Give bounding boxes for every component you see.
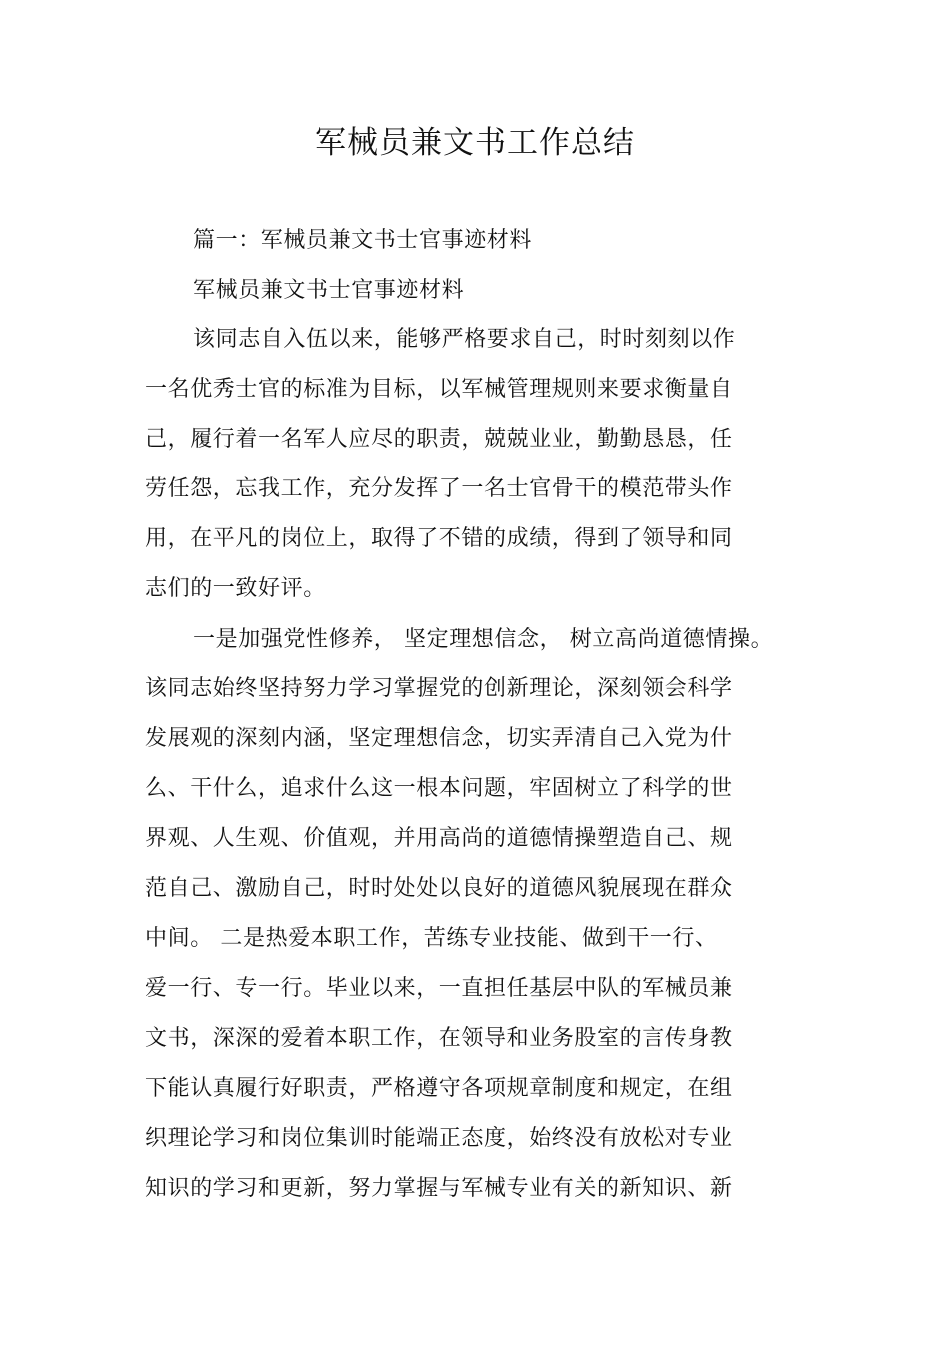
paragraph-line: 下能认真履行好职责，严格遵守各项规章制度和规定，在组 — [145, 1076, 733, 1101]
paragraph-line: 范自己、激励自己，时时处处以良好的道德风貌展现在群众 — [145, 876, 733, 901]
paragraph-line: 发展观的深刻内涵，坚定理想信念，切实弄清自己入党为什 — [145, 726, 733, 751]
paragraph-line: 中间。 二是热爱本职工作，苦练专业技能、做到干一行、 — [145, 926, 718, 951]
paragraph-line: 用，在平凡的岗位上，取得了不错的成绩，得到了领导和同 — [145, 526, 733, 551]
paragraph-line: 界观、人生观、价值观，并用高尚的道德情操塑造自己、规 — [145, 826, 733, 851]
paragraph-line: 劳任怨，忘我工作，充分发挥了一名士官骨干的模范带头作 — [145, 476, 733, 501]
paragraph-line: 该同志始终坚持努力学习掌握党的创新理论，深刻领会科学 — [145, 676, 733, 701]
paragraph-line: 一是加强党性修养， 坚定理想信念， 树立高尚道德情操。 — [193, 627, 774, 652]
paragraph-line: 该同志自入伍以来，能够严格要求自己，时时刻刻以作 — [193, 327, 736, 352]
paragraph-line: 织理论学习和岗位集训时能端正态度，始终没有放松对专业 — [145, 1126, 733, 1151]
subheading: 军械员兼文书士官事迹材料 — [193, 278, 465, 303]
paragraph-line: 一名优秀士官的标准为目标，以军械管理规则来要求衡量自 — [145, 377, 733, 402]
section-heading: 篇一：军械员兼文书士官事迹材料 — [193, 228, 533, 253]
document-title: 军械员兼文书工作总结 — [315, 125, 635, 161]
paragraph-line: 知识的学习和更新，努力掌握与军械专业有关的新知识、新 — [145, 1176, 733, 1201]
paragraph-line: 志们的一致好评。 — [145, 576, 326, 601]
paragraph-line: 爱一行、专一行。毕业以来，一直担任基层中队的军械员兼 — [145, 976, 733, 1001]
paragraph-line: 文书，深深的爱着本职工作，在领导和业务股室的言传身教 — [145, 1026, 733, 1051]
paragraph-line: 己，履行着一名军人应尽的职责，兢兢业业，勤勤恳恳，任 — [145, 427, 733, 452]
paragraph-line: 么、干什么，追求什么这一根本问题，牢固树立了科学的世 — [145, 776, 733, 801]
